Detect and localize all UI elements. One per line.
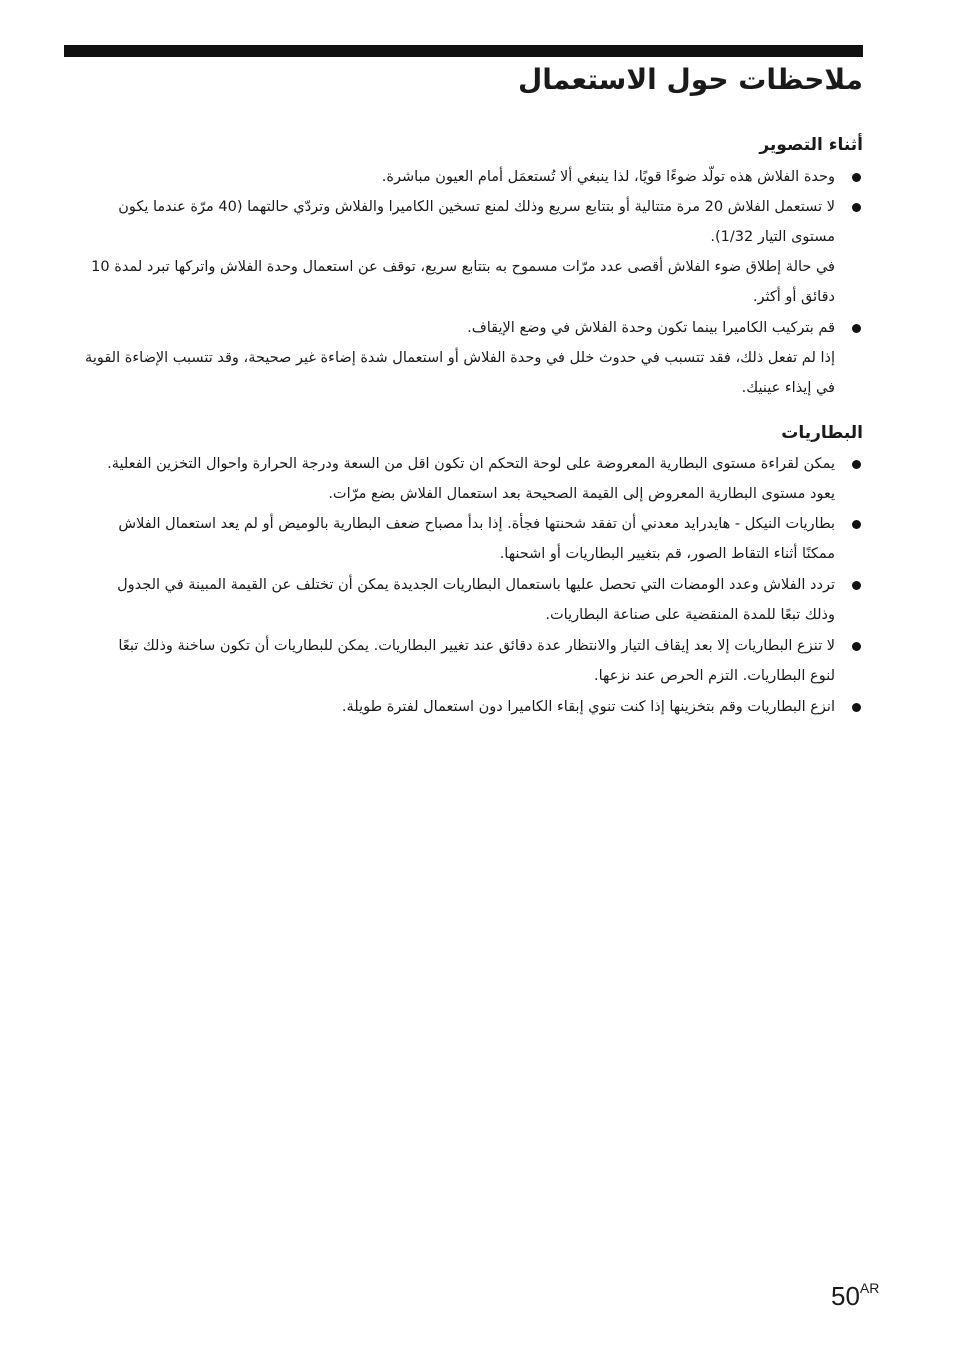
batteries-bullet-2-line-1: بطاريات النيكل - هايدرايد معدني أن تفقد شحنتها فجأة. إذا بدأ مصباح ضعف البطارية بالوميض أو لم يعد استعمال الفلاش	[118, 516, 835, 532]
bullet-icon	[852, 703, 861, 712]
shooting-bullet-2-line-1: لا تستعمل الفلاش 20 مرة متتالية أو بتتابع سريع وذلك لمنع تسخين الكاميرا والفلاش وتردّي حالتهما (40 مرّة عندما يكون	[118, 199, 835, 215]
bullet-icon	[852, 203, 861, 212]
bullet-icon	[852, 324, 861, 333]
page-title: ملاحظات حول الاستعمال	[517, 63, 863, 96]
bullet-icon	[852, 173, 861, 182]
shooting-bullet-1-line-1: وحدة الفلاش هذه تولّد ضوءًا قويًا، لذا ينبغي ألا تُستعمَل أمام العيون مباشرة.	[381, 169, 835, 185]
page-number	[831, 1271, 879, 1313]
batteries-bullet-1-line-1: يمكن لقراءة مستوى البطارية المعروضة على لوحة التحكم ان تكون اقل من السعة ودرجة الحرارة واحوال التخزين الفعلية.	[107, 456, 835, 472]
section-heading-shooting: أثناء التصوير	[759, 135, 863, 155]
shooting-paragraph-2-line-1: إذا لم تفعل ذلك، فقد تتسبب في حدوث خلل في وحدة الفلاش أو استعمال شدة إضاءة غير صحيحة، وقد تتسبب الإضاءة القوية	[85, 350, 835, 366]
shooting-paragraph-1-line-1: في حالة إطلاق ضوء الفلاش أقصى عدد مرّات مسموح به بتتابع سريع، توقف عن استعمال وحدة الفلاش واتركها تبرد لمدة 10	[91, 259, 835, 275]
batteries-bullet-2-line-2: ممكنًا أثناء التقاط الصور، قم بتغيير البطاريات أو اشحنها.	[499, 546, 835, 562]
batteries-bullet-3-line-1: تردد الفلاش وعدد الومضات التي تحصل عليها باستعمال البطاريات الجديدة يمكن أن تختلف عن القيمة المبينة في الجدول	[117, 577, 835, 593]
batteries-bullet-4-line-1: لا تنزع البطاريات إلا بعد إيقاف التيار والانتظار عدة دقائق عند تغيير البطاريات. يمكن للبطاريات أن تكون ساخنة وذلك تبعًا	[118, 638, 835, 654]
top-rule	[64, 45, 863, 57]
bullet-icon	[852, 460, 861, 469]
page-number-suffix: AR	[859, 1280, 880, 1296]
bullet-icon	[852, 642, 861, 651]
batteries-bullet-5-line-1: انزع البطاريات وقم بتخزينها إذا كنت تنوي إبقاء الكاميرا دون استعمال لفترة طويلة.	[341, 699, 835, 715]
batteries-bullet-3-line-2: وذلك تبعًا للمدة المنقضية على صناعة البطاريات.	[545, 607, 835, 623]
section-heading-batteries: البطاريات	[781, 423, 863, 443]
bullet-icon	[852, 520, 861, 529]
shooting-bullet-3-line-1: قم بتركيب الكاميرا بينما تكون وحدة الفلاش في وضع الإيقاف.	[467, 320, 835, 336]
shooting-bullet-2-line-2: مستوى التيار 1/32).	[710, 229, 835, 245]
page-number-value: 50	[831, 1281, 860, 1311]
shooting-paragraph-1-line-2: دقائق أو أكثر.	[752, 289, 835, 305]
bullet-icon	[852, 581, 861, 590]
batteries-bullet-4-line-2: لنوع البطاريات. التزم الحرص عند نزعها.	[593, 668, 835, 684]
batteries-bullet-1-line-2: يعود مستوى البطارية المعروض إلى القيمة الصحيحة بعد استعمال الفلاش بضع مرّات.	[328, 486, 835, 502]
shooting-paragraph-2-line-2: في إيذاء عينيك.	[741, 380, 835, 396]
